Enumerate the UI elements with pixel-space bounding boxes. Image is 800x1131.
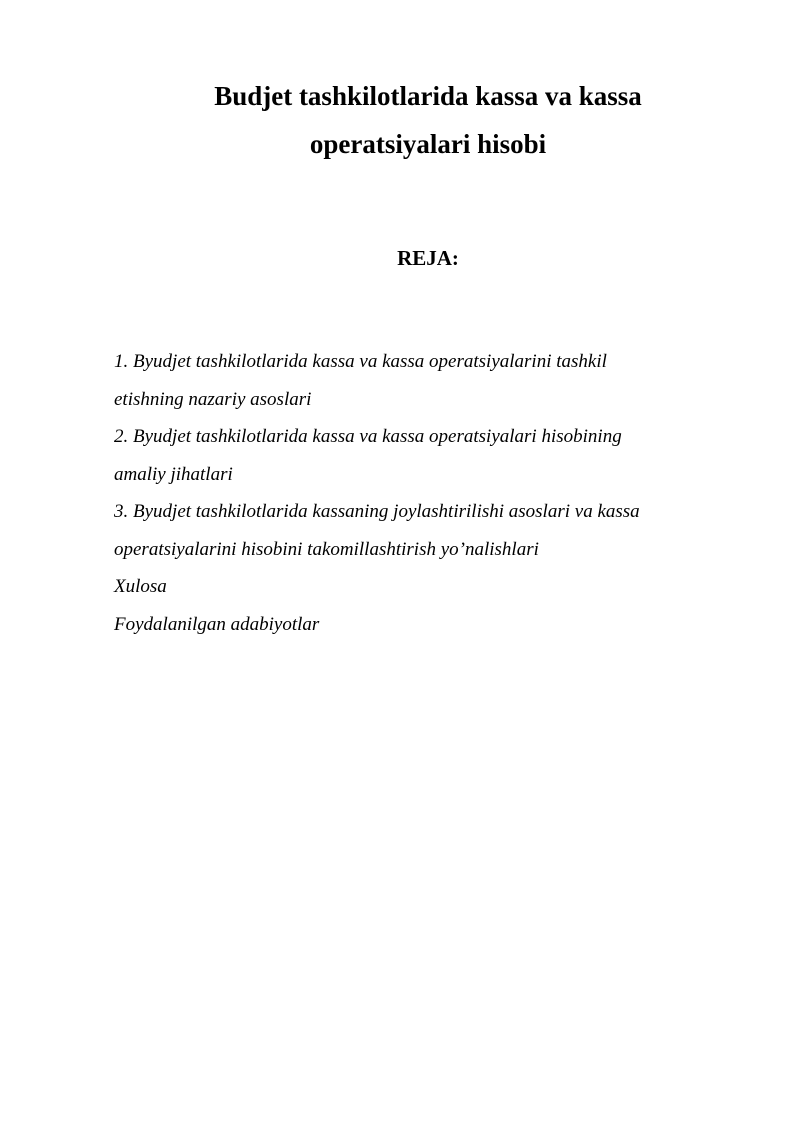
plan-item-conclusion — [114, 568, 734, 606]
plan-item-line: 2. Byudjet tashkilotlarida kassa va kassa operatsiyalari hisobining — [114, 426, 622, 447]
plan-item-line: amaliy jihatlari — [114, 463, 233, 485]
plan-item-line: 1. Byudjet tashkilotlarida kassa va kassa operatsiyalarini tashkil — [114, 351, 607, 372]
plan-item — [114, 418, 734, 493]
plan-item — [114, 343, 734, 418]
plan-item-references — [114, 606, 734, 644]
plan-heading: REJA: — [397, 246, 459, 270]
plan-item — [114, 493, 734, 568]
plan-item-line: operatsiyalarini hisobini takomillashtirish yo’nalishlari — [114, 538, 539, 560]
plan-item-line: 3. Byudjet tashkilotlarida kassaning joylashtirilishi asoslari va kassa — [114, 501, 640, 522]
document-title-line: Budjet tashkilotlarida kassa va kassa — [214, 81, 642, 111]
document-title-line: operatsiyalari hisobi — [309, 129, 547, 159]
document-title — [0, 72, 800, 168]
plan-item-line: etishning nazariy asoslari — [114, 388, 312, 410]
plan-list — [114, 343, 734, 643]
plan-item-line: Foydalanilgan adabiyotlar — [114, 613, 320, 635]
plan-item-line: Xulosa — [114, 576, 167, 597]
